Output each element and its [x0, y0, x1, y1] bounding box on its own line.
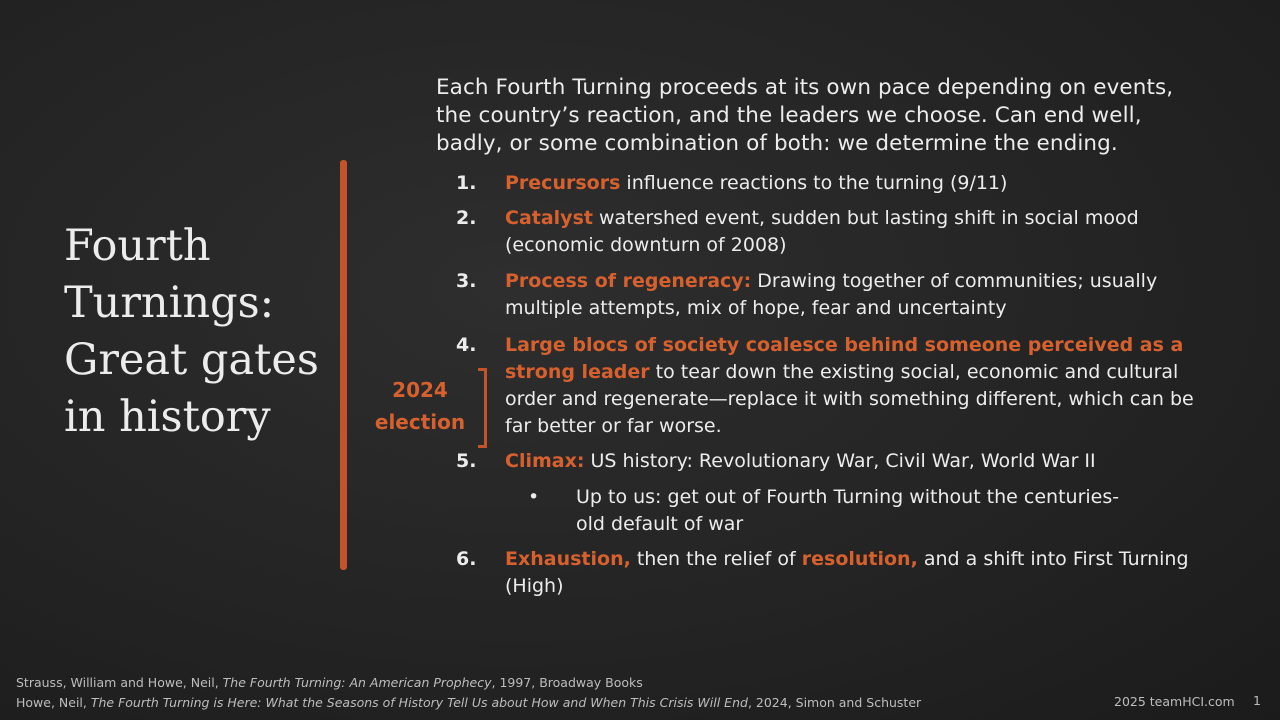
- ref-title: The Fourth Turning: An American Prophecy: [222, 675, 492, 690]
- item-number: 5.: [456, 450, 477, 472]
- item-text: [505, 448, 1195, 475]
- election-word: election: [374, 410, 466, 434]
- ref-authors: Strauss, William and Howe, Neil,: [16, 675, 223, 690]
- item-detail-2: and a shift into First Turning (High): [505, 548, 1189, 597]
- item-highlight: Large blocs of society coalesce behind someone perceived as a strong leader: [505, 334, 1184, 383]
- item-number: 2.: [456, 207, 477, 229]
- item-number: 4.: [456, 334, 477, 356]
- sub-bullet-text: Up to us: get out of Fourth Turning without the centuries-old default of war: [576, 486, 1120, 535]
- item-detail: to tear down the existing social, economic and cultural order and regenerate—replace it with something different, which can be far better or far worse.: [505, 361, 1194, 437]
- ref-authors: Howe, Neil,: [16, 695, 91, 710]
- page-number: 1: [1253, 693, 1261, 708]
- reference-1: [16, 673, 921, 693]
- item-text: [505, 332, 1195, 440]
- bracket: [478, 368, 487, 448]
- item-detail: watershed event, sudden but lasting shift in social mood (economic downturn of 2008): [505, 207, 1139, 256]
- ref-publisher: , 2024, Simon and Schuster: [747, 695, 922, 710]
- item-highlight: Precursors: [505, 172, 621, 194]
- item-highlight-2: resolution,: [801, 548, 918, 570]
- item-detail: US history: Revolutionary War, Civil War, World War II: [584, 450, 1096, 472]
- item-detail: influence reactions to the turning (9/11): [620, 172, 1008, 194]
- item-detail: then the relief of: [630, 548, 802, 570]
- slide-title: Fourth Turnings: Great gates in history: [64, 221, 319, 442]
- election-year: 2024: [392, 378, 448, 402]
- item-number: 3.: [456, 270, 477, 292]
- item-highlight: Catalyst: [505, 207, 593, 229]
- item-text: [505, 205, 1195, 259]
- item-text: [505, 546, 1195, 600]
- item-text: [505, 268, 1195, 322]
- item-highlight: Climax:: [505, 450, 585, 472]
- intro-paragraph: Each Fourth Turning proceeds at its own pace depending on events, the country’s reaction, and the leaders we choose. Can end well, badly, or some combination of both: we determine the ending.: [436, 75, 1174, 156]
- accent-bar: [340, 160, 347, 570]
- item-highlight: Exhaustion,: [505, 548, 631, 570]
- item-highlight: Process of regeneracy:: [505, 270, 752, 292]
- item-number: 6.: [456, 548, 477, 570]
- item-detail: Drawing together of communities; usually multiple attempts, mix of hope, fear and uncertainty: [505, 270, 1158, 319]
- reference-2: [16, 693, 921, 713]
- item-number: 1.: [456, 172, 477, 194]
- footer-site: 2025 teamHCI.com: [1114, 694, 1235, 709]
- item-text: [505, 170, 1195, 197]
- election-label: [368, 374, 472, 438]
- bullet-icon: •: [528, 486, 540, 508]
- references: [16, 673, 921, 713]
- ref-title: The Fourth Turning is Here: What the Seasons of History Tell Us about How and When This Crisis Will End: [90, 695, 748, 710]
- ref-publisher: , 1997, Broadway Books: [491, 675, 643, 690]
